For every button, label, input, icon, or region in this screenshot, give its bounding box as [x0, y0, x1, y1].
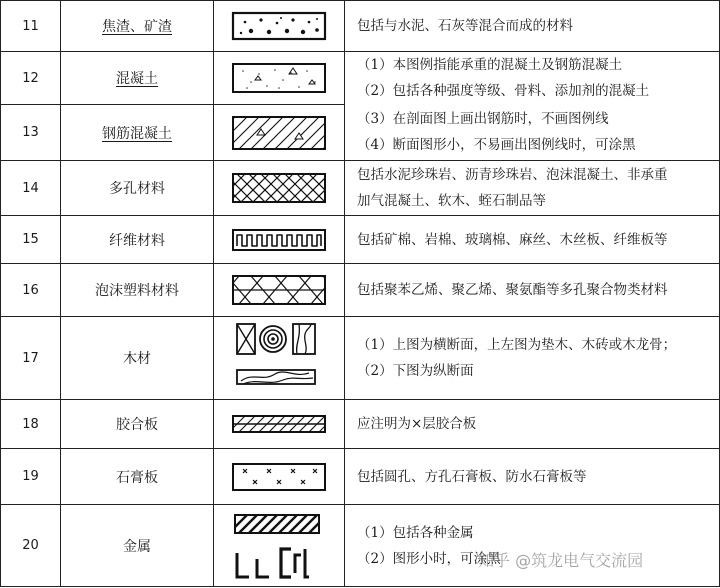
- material-name: 混凝土: [116, 71, 158, 87]
- description-line: 包括聚苯乙烯、聚乙烯、聚氨酯等多孔聚合物类材料: [357, 282, 668, 298]
- description-line: 包括与水泥、石灰等混合而成的材料: [357, 18, 573, 34]
- description-line: （2）下图为纵断面: [357, 363, 474, 379]
- slag-symbol: [231, 11, 327, 41]
- row-number: 13: [1, 105, 61, 161]
- porous-material-symbol: [231, 172, 327, 204]
- table-row: [1, 105, 720, 161]
- watermark: 知乎 @筑龙电气交流园: [478, 551, 644, 570]
- description-line: （2）图形小时，可涂黑: [357, 550, 501, 567]
- row-number: 17: [1, 317, 61, 400]
- description-line: 包括矿棉、岩棉、玻璃棉、麻丝、木丝板、纤维板等: [357, 231, 668, 248]
- row-number: 12: [1, 52, 61, 105]
- row-number: 11: [1, 1, 61, 52]
- table-row: [1, 317, 720, 400]
- foam-plastic-symbol: [231, 274, 327, 306]
- material-name: 石膏板: [61, 449, 214, 505]
- table-row: [1, 161, 720, 216]
- table-row: [1, 264, 720, 317]
- description-line: （3）在剖面图上画出钢筋时，不画图例线: [357, 111, 609, 128]
- material-name: 钢筋混凝土: [102, 125, 172, 142]
- material-name: 多孔材料: [61, 161, 214, 216]
- plywood-symbol: [231, 413, 327, 435]
- description-line: （1）上图为横断面，上左图为垫木、木砖或木龙骨；: [357, 337, 677, 353]
- material-name: 泡沫塑料材料: [61, 264, 214, 317]
- description-line: 包括水泥珍珠岩、沥青珍珠岩、泡沫混凝土、非承重: [357, 167, 668, 183]
- description-line: 应注明为×层胶合板: [357, 416, 477, 432]
- table-row: [1, 216, 720, 264]
- metal-symbol: [229, 509, 329, 583]
- table-row: [1, 52, 720, 105]
- material-name: 胶合板: [61, 400, 214, 449]
- description-line: （1）本图例指能承重的混凝土及钢筋混凝土: [357, 57, 623, 74]
- row-number: 19: [1, 449, 61, 505]
- material-name: 金属: [61, 505, 214, 587]
- table-row: [1, 1, 720, 52]
- material-name: 焦渣、矿渣: [102, 19, 172, 35]
- description-line: （2）包括各种强度等级、骨料、添加剂的混凝土: [357, 83, 650, 100]
- description-line: 加气混凝土、软木、蛭石制品等: [357, 193, 546, 209]
- material-name: 木材: [61, 317, 214, 400]
- material-name: 纤维材料: [61, 216, 214, 264]
- gypsum-board-symbol: [231, 462, 327, 492]
- wood-symbol: [229, 320, 329, 396]
- row-number: 20: [1, 505, 61, 587]
- row-number: 14: [1, 161, 61, 216]
- description-line: （1）包括各种金属: [357, 524, 474, 541]
- description-line: （4）断面图形小，不易画出图例线时，可涂黑: [357, 137, 636, 154]
- description-line: 包括圆孔、方孔石膏板、防水石膏板等: [357, 468, 587, 485]
- fiber-material-symbol: [231, 228, 327, 252]
- row-number: 15: [1, 216, 61, 264]
- row-number: 16: [1, 264, 61, 317]
- table-row: [1, 400, 720, 449]
- table-row: [1, 505, 720, 587]
- table-row: [1, 449, 720, 505]
- row-number: 18: [1, 400, 61, 449]
- reinforced-concrete-symbol: [231, 115, 327, 151]
- concrete-symbol: [231, 62, 327, 94]
